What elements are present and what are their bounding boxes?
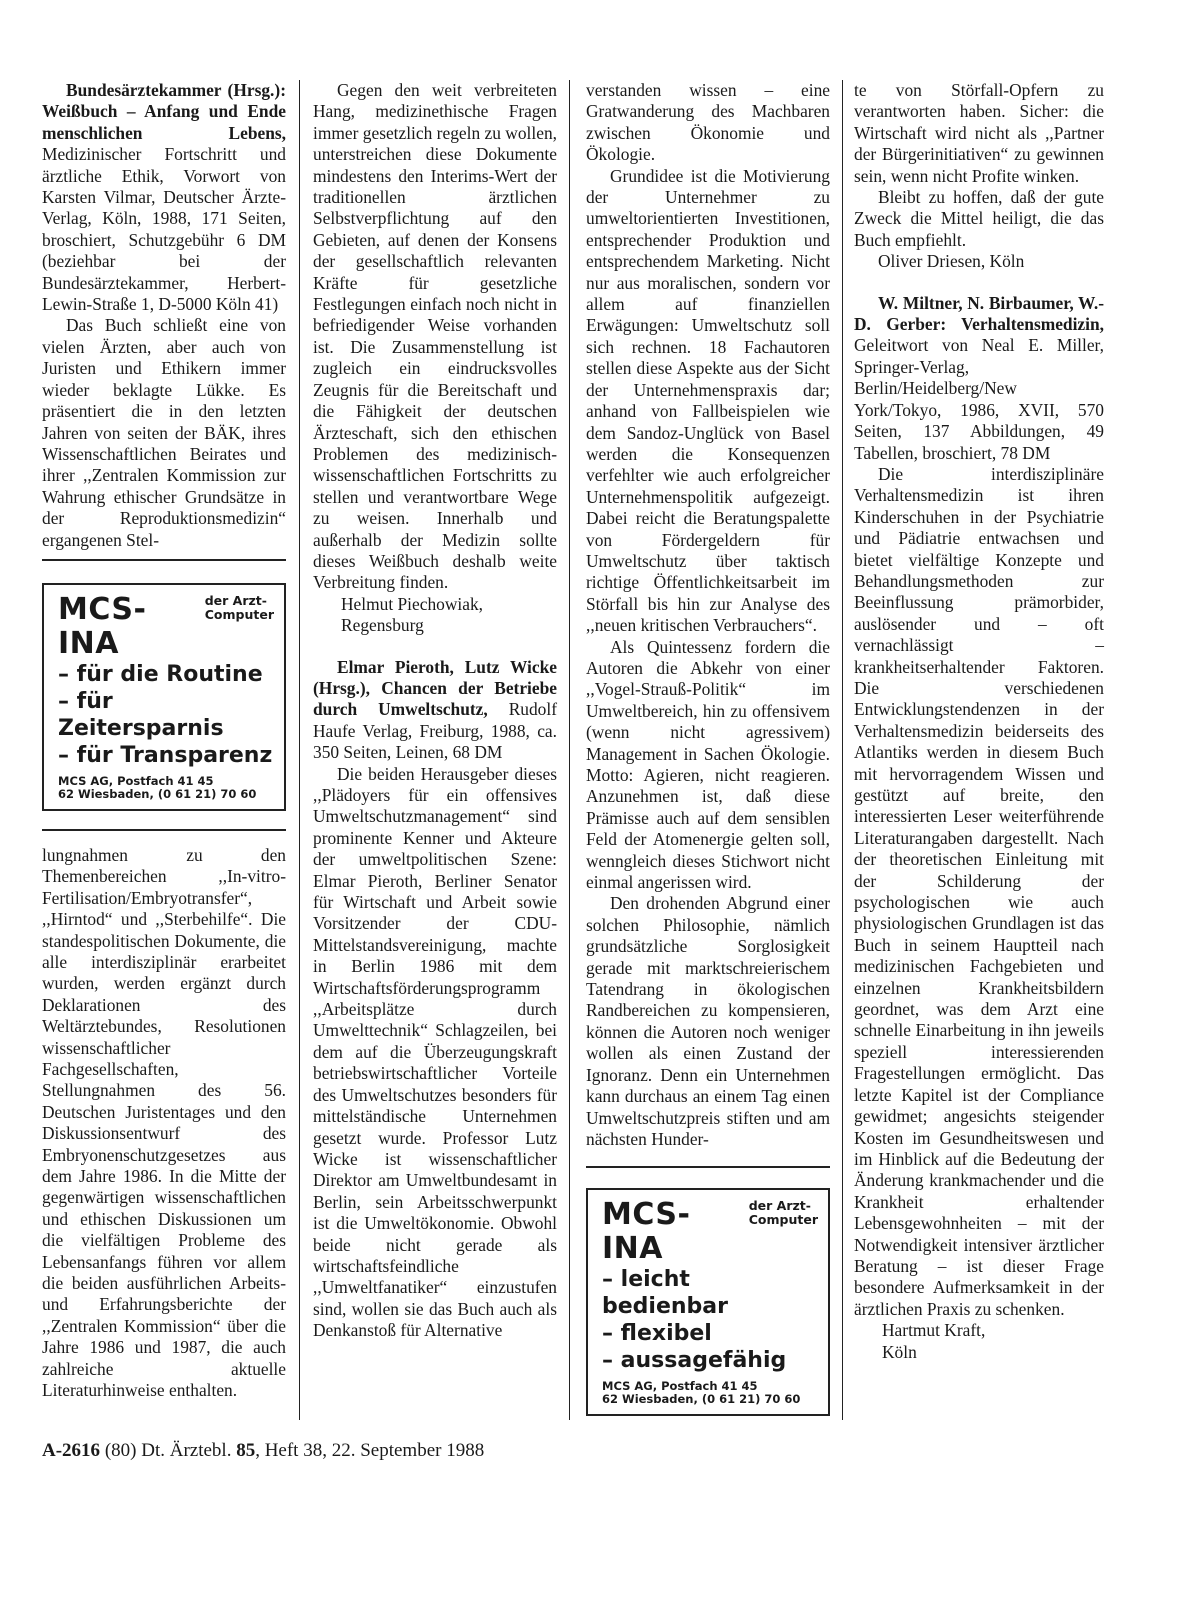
review-3-heading: W. Miltner, N. Birbaumer, W.-D. Gerber: Verhaltensmedizin, bbox=[854, 292, 1104, 335]
paragraph: Bleibt zu hoffen, daß der gute Zweck die Mittel heiligt, die das Buch empfiehlt. bbox=[854, 187, 1104, 250]
paragraph: Gegen den weit verbreiteten Hang, medizinethische Fragen immer gesetzlich regeln zu wollen, unterstreichen diese Dokumente mindestens den Interims-Wert der traditionellen ärztlichen Selbstverpflichtung auf den Gebieten, auf denen der Konsens der gesellschaftlich relevanten Kräfte für gesetzliche Festlegungen einfach noch nicht in befriedigender Weise vorhanden ist. Die Zusammenstellung ist zugleich ein eindrucksvolles Zeugnis für die Bereitschaft und die Fähigkeit der deutschen Ärzteschaft, sich den ethischen Problemen des medizinisch-wissenschaftlichen Fortschritts zu stellen und verantwortbare Wege zu weisen. Innerhalb und außerhalb der Medizin sollte dieses Weißbuch deshalb weite Verbreitung finden. bbox=[313, 80, 557, 593]
ad-logo: MCS-INA bbox=[602, 1197, 691, 1267]
ad-bullet: – leicht bedienbar bbox=[602, 1267, 728, 1320]
divider bbox=[42, 559, 286, 561]
footer-volume: 85 bbox=[236, 1440, 256, 1461]
signature: Oliver Driesen, Köln bbox=[878, 251, 1025, 272]
review-2-bibliography: Rudolf Haufe Verlag, Freiburg, 1988, ca. 350 Seiten, Leinen, 68 DM bbox=[313, 699, 557, 763]
ad-bullet: – für Transparenz bbox=[58, 742, 273, 768]
ad-tagline bbox=[749, 1199, 818, 1227]
column-rule bbox=[569, 80, 570, 1420]
paragraph: Die beiden Herausgeber dieses ,,Plädoyers für ein offensives Umweltschutzmanagement“ sind prominente Kenner und Akteure der umweltpolitischen Szene: Elmar Pieroth, Berliner Senator für Wirtschaft und Arbeit sowie Vorsitzender der CDU-Mittelstandsvereinigung, machte in Berlin 1986 mit dem Wirtschaftsförderungsprogramm ,,Arbeitsplätze durch Umwelttechnik“ Schlagzeilen, bei dem auf die Überzeugungskraft betriebswirtschaftlicher Vorteile des Umweltschutzes besonders für mittelständische Unternehmen gesetzt wurde. Professor Lutz Wicke ist wissenschaftlicher Direktor am Umweltbundesamt in Berlin, sein Arbeitsschwerpunkt ist die Umweltökonomie. Obwohl beide nicht gerade als wirtschaftsfeindliche ,,Umweltfanatiker“ einzustufen sind, wollen sie das Buch auch als Denkanstoß für Alternative bbox=[313, 763, 557, 1341]
ad-bullet: – aussagefähig bbox=[602, 1348, 787, 1374]
ad-bullet: – für die Routine bbox=[58, 661, 263, 687]
review-1-bibliography: Medizinischer Fortschritt und ärztliche Ethik, Vorwort von Karsten Vilmar, Deutscher Ärzte-Verlag, Köln, 1988, 171 Seiten, broschiert, Schutzgebühr 6 DM (beziehbar bei der Bundesärztekammer, Herbert-Lewin-Straße 1, D-5000 Köln 41) bbox=[42, 144, 286, 315]
ad-address-line-1: MCS AG, Postfach 41 45 bbox=[602, 1379, 758, 1394]
paragraph: te von Störfall-Opfern zu verantworten haben. Sicher: die Wirtschaft wird nicht als ,,Partner der Bürgerinitiativen“ zu gewinnen sein, wenn nicht Profite winken. bbox=[854, 80, 1104, 186]
paragraph: verstanden wissen – eine Gratwanderung des Machbaren zwischen Ökonomie und Ökologie. bbox=[586, 80, 830, 165]
ad-tagline-line-2: Computer bbox=[204, 606, 274, 622]
divider bbox=[586, 1166, 830, 1168]
divider bbox=[42, 829, 286, 831]
review-1-entry bbox=[42, 80, 286, 315]
page-number: A-2616 bbox=[42, 1440, 101, 1461]
paragraph: Die interdisziplinäre Verhaltensmedizin ist ihren Kinderschuhen in der Psychiatrie und Pädiatrie entwachsen und bietet vielfältige Konzepte und Behandlungsmethoden zur Beeinflussung prämorbider, auslösender und – oft vernachlässigt – krankheitserhaltender Faktoren. Die verschiedenen Entwicklungstendenzen in der Verhaltensmedizin beiderseits des Atlantiks werden in diesem Buch mit hervorragendem Wissen und gestützt auf breite, den interessierten Leser weiterführende Literaturangaben dargestellt. Nach der theoretischen Einleitung mit der Schilderung der psychologischen wie auch physiologischen Grundlagen ist das Buch in seinem Hauptteil nach medizinischen Fachgebieten und einzelnen Krankheitsbildern geordnet, was dem Arzt eine schnelle Einarbeitung in ihn jeweils speziell interessierenden Fragestellungen ermöglicht. Das letzte Kapitel ist der Compliance gewidmet; angesichts steigender Kosten im Gesundheitswesen und im Hinblick auf die Bedeutung der Änderung krankmachender und die Krankheit erhaltender Lebensgewohnheiten – mit der Notwendigkeit intensiver ärztlicher Beratung – ist dieser Frage besondere Aufmerksamkeit in der ärztlichen Praxis zu schenken. bbox=[854, 463, 1104, 1319]
review-2-heading: Elmar Pieroth, Lutz Wicke (Hrsg.), Chancen der Betriebe durch Umweltschutz, bbox=[313, 656, 557, 720]
ad-bullet: – für Zeitersparnis bbox=[58, 688, 224, 741]
ad-address-line-2: 62 Wiesbaden, (0 61 21) 70 60 bbox=[602, 1392, 801, 1407]
column-1 bbox=[42, 80, 286, 1402]
footer-issue-date: , Heft 38, 22. September 1988 bbox=[255, 1440, 485, 1461]
page-footer bbox=[42, 1440, 484, 1462]
signature-city: Regensburg bbox=[341, 615, 424, 636]
signature-name: Helmut Piechowiak, bbox=[341, 593, 483, 614]
signature-name: Hartmut Kraft, bbox=[882, 1320, 986, 1341]
signature-city: Köln bbox=[882, 1341, 917, 1362]
paragraph: Grundidee ist die Motivierung der Unternehmer zu umweltorientierten Investitionen, entsprechender Produktion und entsprechendem Marketing. Nicht nur aus moralischen, sondern vor allem auf finanziellen Erwägungen: Umweltschutz soll sich rechnen. 18 Fachautoren stellen diese Aspekte aus der Sicht der Unternehmenspraxis dar; anhand von Fallbeispielen wie dem Sandoz-Unglück von Basel werden die Konsequenzen verfehlter wie auch erfolgreicher Unternehmenspolitik aufgezeigt. Dabei reicht die Beratungspalette von Fördergeldern für Umweltschutz über taktisch richtige Öffentlichkeitsarbeit im Störfall bis hin zur Analyse des ,,neuen kritischen Verbrauchers“. bbox=[586, 165, 830, 636]
ad-logo: MCS-INA bbox=[58, 591, 147, 661]
ad-address bbox=[602, 1380, 818, 1406]
paragraph: Das Buch schließt eine von vielen Ärzten, aber auch von Juristen und Ethikern immer wieder beklagte Lükke. Es präsentiert die in den letzten Jahren von seiten der BÄK, ihres Wissenschaftlichen Beirates und ihrer ,,Zentralen Kommission zur Wahrung ethischer Grundsätze in der Reproduktionsmedizin“ ergangenen Stel- bbox=[42, 315, 286, 550]
ad-tagline-line-1: der Arzt- bbox=[748, 1198, 811, 1214]
review-3-bibliography: Geleitwort von Neal E. Miller, Springer-Verlag, Berlin/Heidelberg/New York/Tokyo, 1986, XVII, 570 Seiten, 137 Abbildungen, 49 Tabellen, broschiert, 78 DM bbox=[854, 335, 1104, 463]
column-4 bbox=[854, 80, 1104, 1363]
review-3-entry bbox=[854, 293, 1104, 464]
column-rule bbox=[842, 80, 843, 1420]
ad-tagline bbox=[205, 594, 274, 622]
ad-tagline-line-1: der Arzt- bbox=[204, 592, 267, 608]
review-2-entry bbox=[313, 657, 557, 764]
advertisement-mcs-ina-2 bbox=[586, 1188, 830, 1416]
paragraph: lungnahmen zu den Themenbereichen ,,In-vitro-Fertilisation/Embryotransfer“, ,,Hirntod“ und ,,Sterbehilfe“. Die standespolitischen Dokumente, die alle interdisziplinär erarbeitet wurden, werden ergänzt durch Deklarationen des Weltärztebundes, Resolutionen wissenschaftlicher Fachgesellschaften, Stellungnahmen des 56. Deutschen Juristentages und den Diskussionsentwurf des Embryonenschutzgesetzes aus dem Jahre 1986. In die Mitte der gegenwärtigen wissenschaftlichen und ethischen Diskussionen um die vielfältigen Probleme des Lebensanfangs führen vor allem die beiden ausführlichen Arbeits- und Erfahrungsberichte der ,,Zentralen Kommission“ über die Jahre 1986 und 1987, die auch zahlreiche aktuelle Literaturhinweise enthalten. bbox=[42, 844, 286, 1401]
paragraph: Als Quintessenz fordern die Autoren die Abkehr von einer ,,Vogel-Strauß-Politik“ im Umweltbereich, hin zu offensivem (wenn nicht agressivem) Management in Sachen Ökologie. Motto: Agieren, nicht reagieren. Anzunehmen ist, daß diese Prämisse auch auf dem sensiblen Feld der Atomenergie gelten soll, wenngleich dieses Stichwort nicht einmal angerissen wird. bbox=[586, 636, 830, 893]
ad-bullet: – flexibel bbox=[602, 1321, 712, 1347]
footer-citation: (80) Dt. Ärztebl. bbox=[100, 1440, 237, 1461]
ad-address-line-2: 62 Wiesbaden, (0 61 21) 70 60 bbox=[58, 786, 257, 801]
review-1-heading: Bundesärztekammer (Hrsg.): Weißbuch – Anfang und Ende menschlichen Lebens, bbox=[42, 80, 286, 143]
ad-tagline-line-2: Computer bbox=[748, 1212, 818, 1228]
column-2 bbox=[313, 80, 557, 1342]
ad-address bbox=[58, 775, 274, 801]
column-3 bbox=[586, 80, 830, 1430]
ad-address-line-1: MCS AG, Postfach 41 45 bbox=[58, 773, 214, 788]
column-rule bbox=[299, 80, 300, 1420]
paragraph: Den drohenden Abgrund einer solchen Philosophie, nämlich grundsätzliche Sorglosigkeit gerade mit marktschreierischem Tatendrang in ökologischen Randbereichen zu kompensieren, können die Autoren noch weniger wollen als einen Zustand der Ignoranz. Denn ein Unternehmen kann durchaus an einem Tag einen Umweltschutzpreis stiften und am nächsten Hunder- bbox=[586, 893, 830, 1149]
advertisement-mcs-ina-1 bbox=[42, 583, 286, 811]
